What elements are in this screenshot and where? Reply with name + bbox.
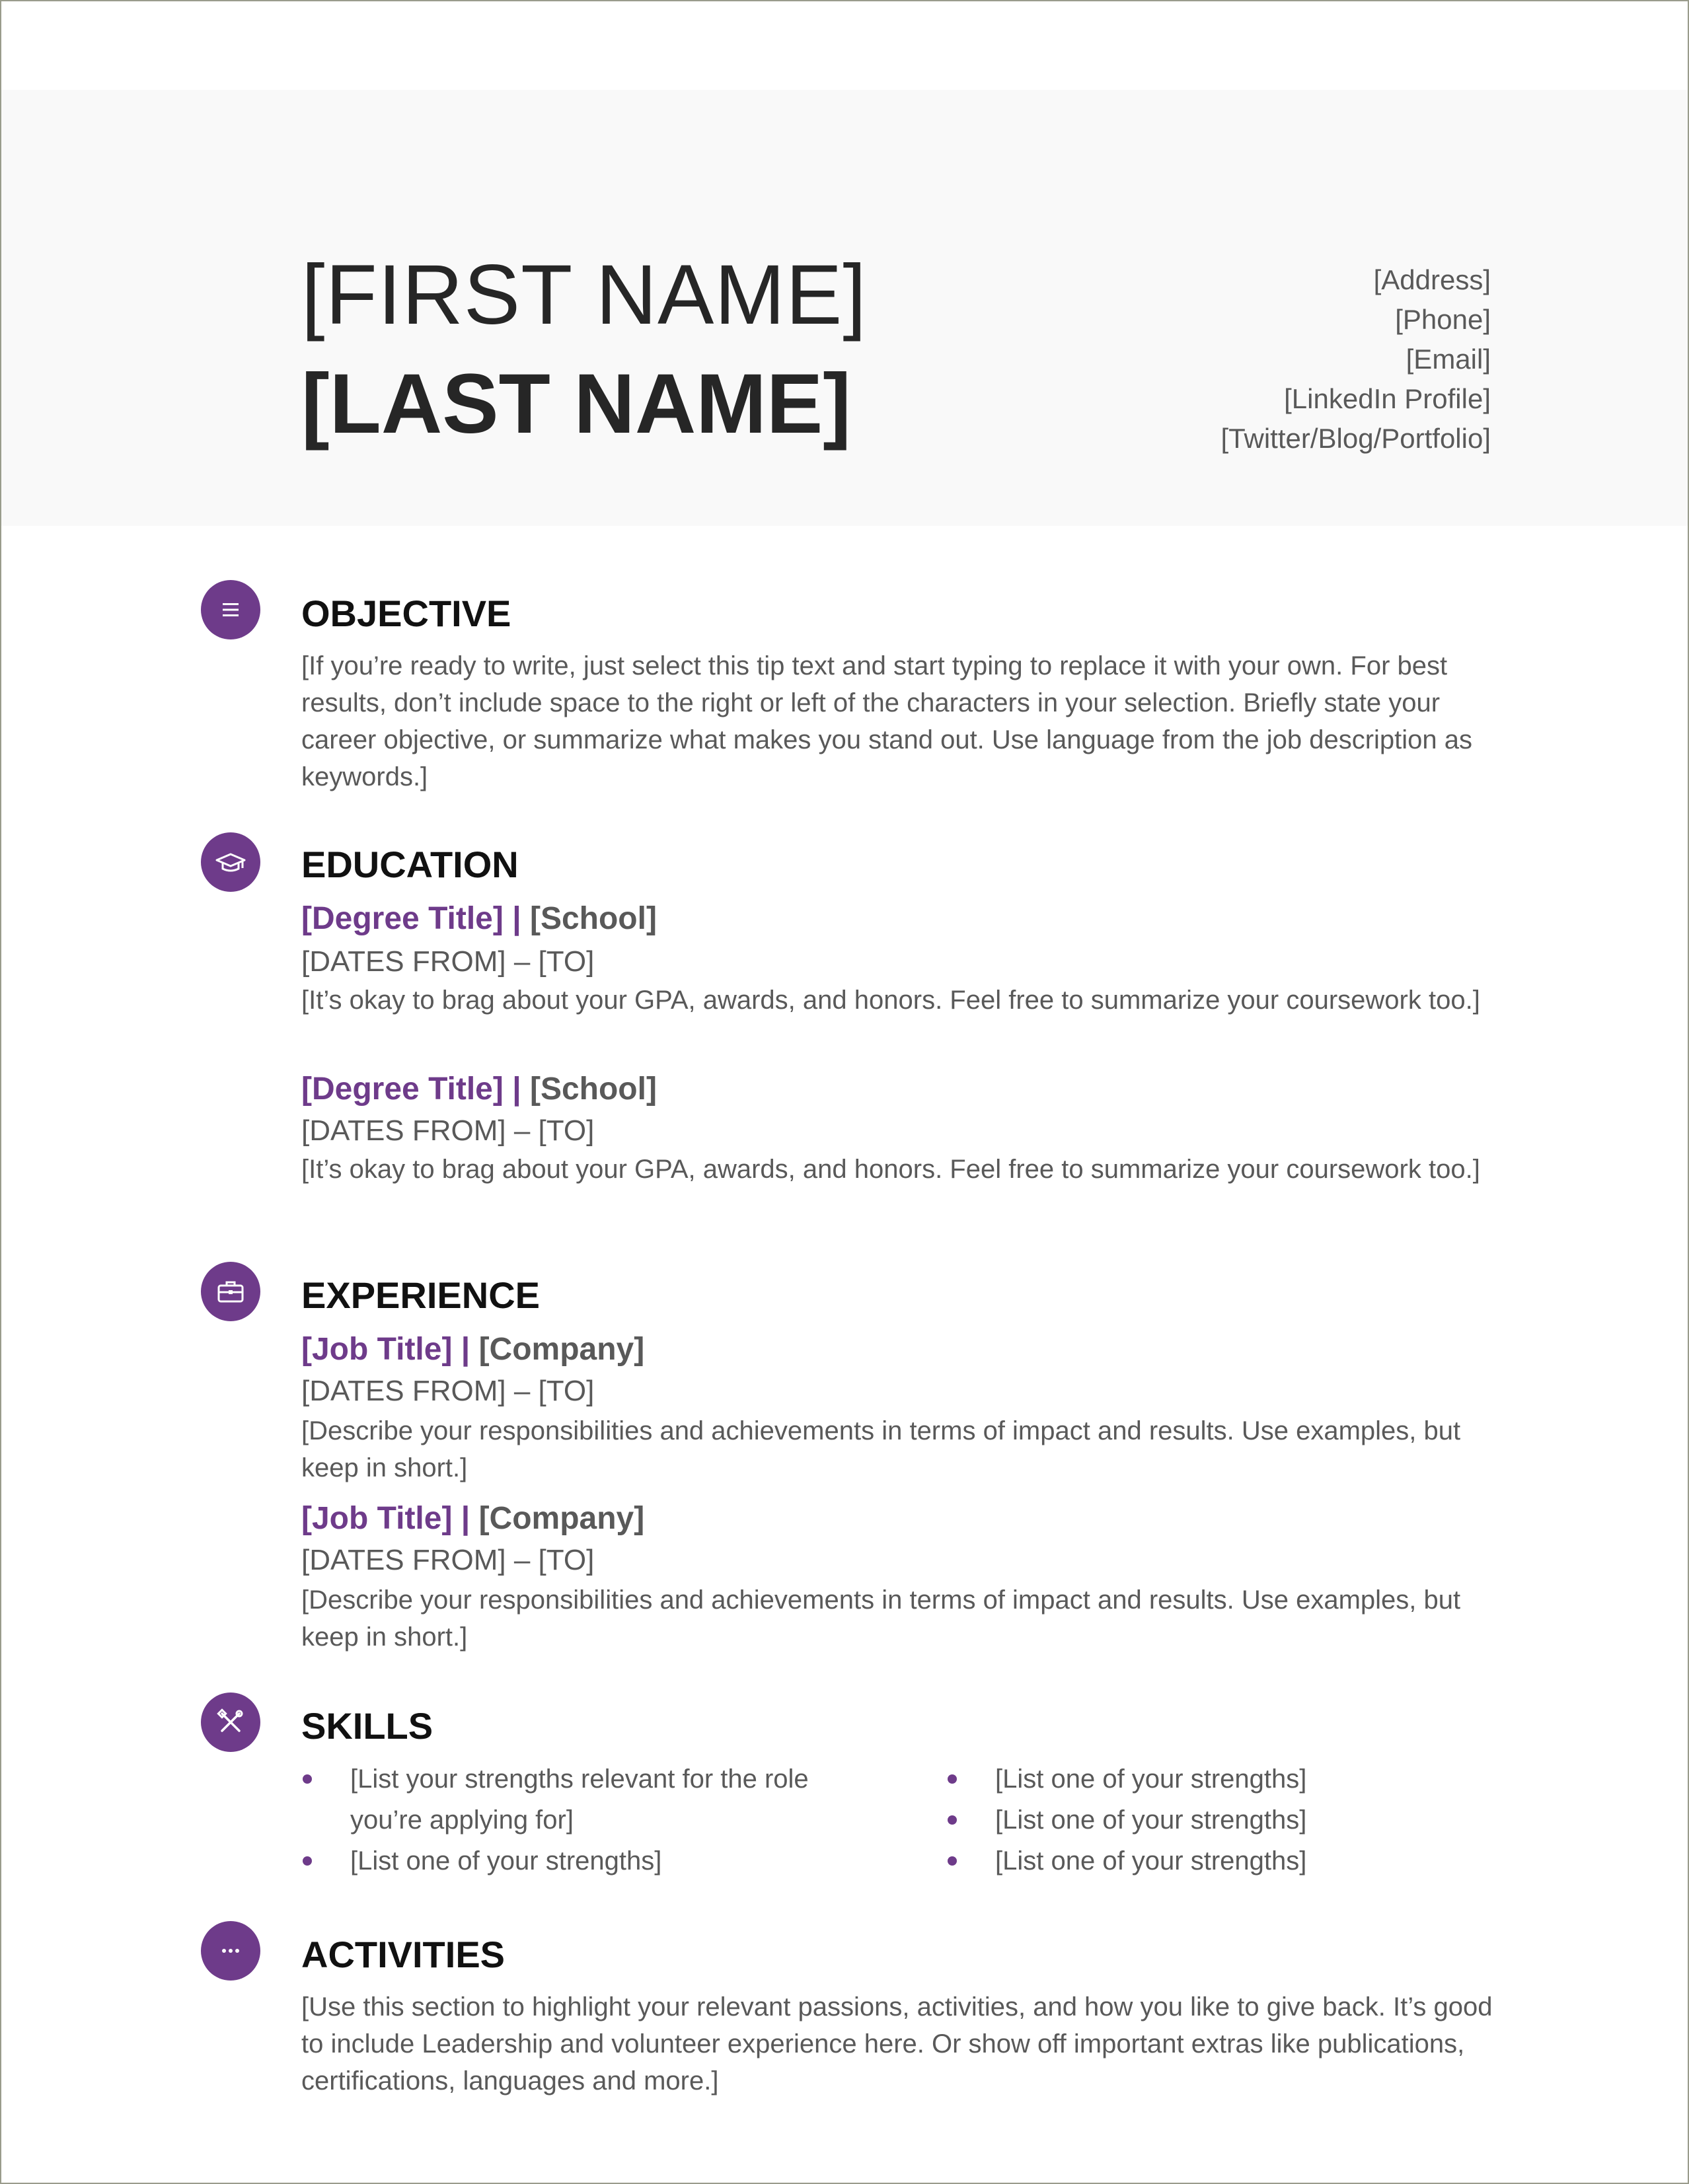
- job-title: [Job Title]: [301, 1332, 453, 1367]
- skills-list-right: [946, 1759, 1528, 1881]
- degree-title: [Degree Title]: [301, 1072, 504, 1107]
- experience-entry-2-description[interactable]: [Describe your responsibilities and achievements in terms of impact and results. Use examples, but keep in short.]: [301, 1585, 1461, 1652]
- title-separator: |: [452, 1332, 479, 1367]
- tools-icon: [201, 1693, 260, 1752]
- bullet-dot: [303, 1856, 312, 1866]
- list-icon: [201, 580, 260, 639]
- experience-entry-1-description[interactable]: [Describe your responsibilities and achievements in terms of impact and results. Use examples, but keep in short.]: [301, 1416, 1461, 1482]
- education-heading: EDUCATION: [301, 844, 519, 885]
- skill-item[interactable]: [946, 1759, 1528, 1800]
- contact-twitter[interactable]: [Twitter/Blog/Portfolio]: [1220, 423, 1491, 454]
- education-entry-1-title[interactable]: [301, 898, 657, 939]
- graduation-cap-icon: [201, 832, 260, 892]
- skills-heading: SKILLS: [301, 1705, 433, 1747]
- education-entry-2-dates[interactable]: [DATES FROM] – [TO]: [301, 1114, 595, 1147]
- experience-entry-2-dates[interactable]: [DATES FROM] – [TO]: [301, 1544, 595, 1576]
- contact-linkedin[interactable]: [LinkedIn Profile]: [1284, 383, 1491, 414]
- activities-text[interactable]: [Use this section to highlight your relevant passions, activities, and how you like to give back. It’s good to include Leadership and volunteer experience here. Or show off important extras like publications, certifications, languages and more.]: [301, 1992, 1493, 2095]
- company-name: [Company]: [478, 1501, 645, 1536]
- company-name: [Company]: [478, 1332, 645, 1367]
- education-entry-1-dates[interactable]: [DATES FROM] – [TO]: [301, 945, 595, 978]
- briefcase-icon: [201, 1262, 260, 1321]
- school-name: [School]: [529, 901, 657, 936]
- skill-item[interactable]: [301, 1759, 883, 1840]
- ellipsis-icon: [201, 1921, 260, 1981]
- experience-entry-2-title[interactable]: [301, 1498, 644, 1539]
- skill-item[interactable]: [946, 1840, 1528, 1881]
- experience-entry-1-title[interactable]: [301, 1329, 644, 1370]
- contact-email[interactable]: [Email]: [1406, 344, 1491, 375]
- activities-heading: ACTIVITIES: [301, 1934, 506, 1975]
- first-name[interactable]: [FIRST NAME]: [301, 248, 867, 342]
- title-separator: |: [503, 901, 530, 936]
- education-entry-2-description[interactable]: [It’s okay to brag about your GPA, awards, and honors. Feel free to summarize your coursework too.]: [301, 1155, 1480, 1184]
- skill-item[interactable]: [301, 1840, 883, 1881]
- education-entry-1-description[interactable]: [It’s okay to brag about your GPA, awards, and honors. Feel free to summarize your coursework too.]: [301, 986, 1480, 1015]
- objective-text[interactable]: [If you’re ready to write, just select this tip text and start typing to replace it with your own. For best results, don’t include space to the right or left of the characters in your selection. Briefly state your career objective, or summarize what makes you stand out. Use language from the job description as keywords.]: [301, 651, 1472, 791]
- degree-title: [Degree Title]: [301, 901, 504, 936]
- title-separator: |: [452, 1501, 479, 1536]
- skill-text: [List one of your strengths]: [995, 1805, 1307, 1835]
- contact-info: [1221, 260, 1491, 458]
- experience-entry-1-dates[interactable]: [DATES FROM] – [TO]: [301, 1375, 595, 1407]
- skill-item[interactable]: [946, 1800, 1528, 1840]
- title-separator: |: [503, 1072, 530, 1107]
- education-entry-2-title[interactable]: [301, 1069, 657, 1110]
- objective-heading: OBJECTIVE: [301, 593, 511, 634]
- contact-phone[interactable]: [Phone]: [1395, 304, 1491, 335]
- bullet-dot: [948, 1815, 957, 1825]
- school-name: [School]: [529, 1072, 657, 1107]
- experience-heading: EXPERIENCE: [301, 1274, 540, 1316]
- skill-text: [List one of your strengths]: [995, 1846, 1307, 1875]
- skill-text: [List one of your strengths]: [350, 1846, 662, 1875]
- job-title: [Job Title]: [301, 1501, 453, 1536]
- skill-text: [List one of your strengths]: [995, 1765, 1307, 1794]
- skill-text: [List your strengths relevant for the role you’re applying for]: [350, 1765, 809, 1835]
- bullet-dot: [303, 1774, 312, 1784]
- last-name[interactable]: [LAST NAME]: [301, 357, 851, 451]
- skills-list-left: [301, 1759, 883, 1881]
- contact-address[interactable]: [Address]: [1373, 264, 1491, 295]
- bullet-dot: [948, 1856, 957, 1866]
- bullet-dot: [948, 1774, 957, 1784]
